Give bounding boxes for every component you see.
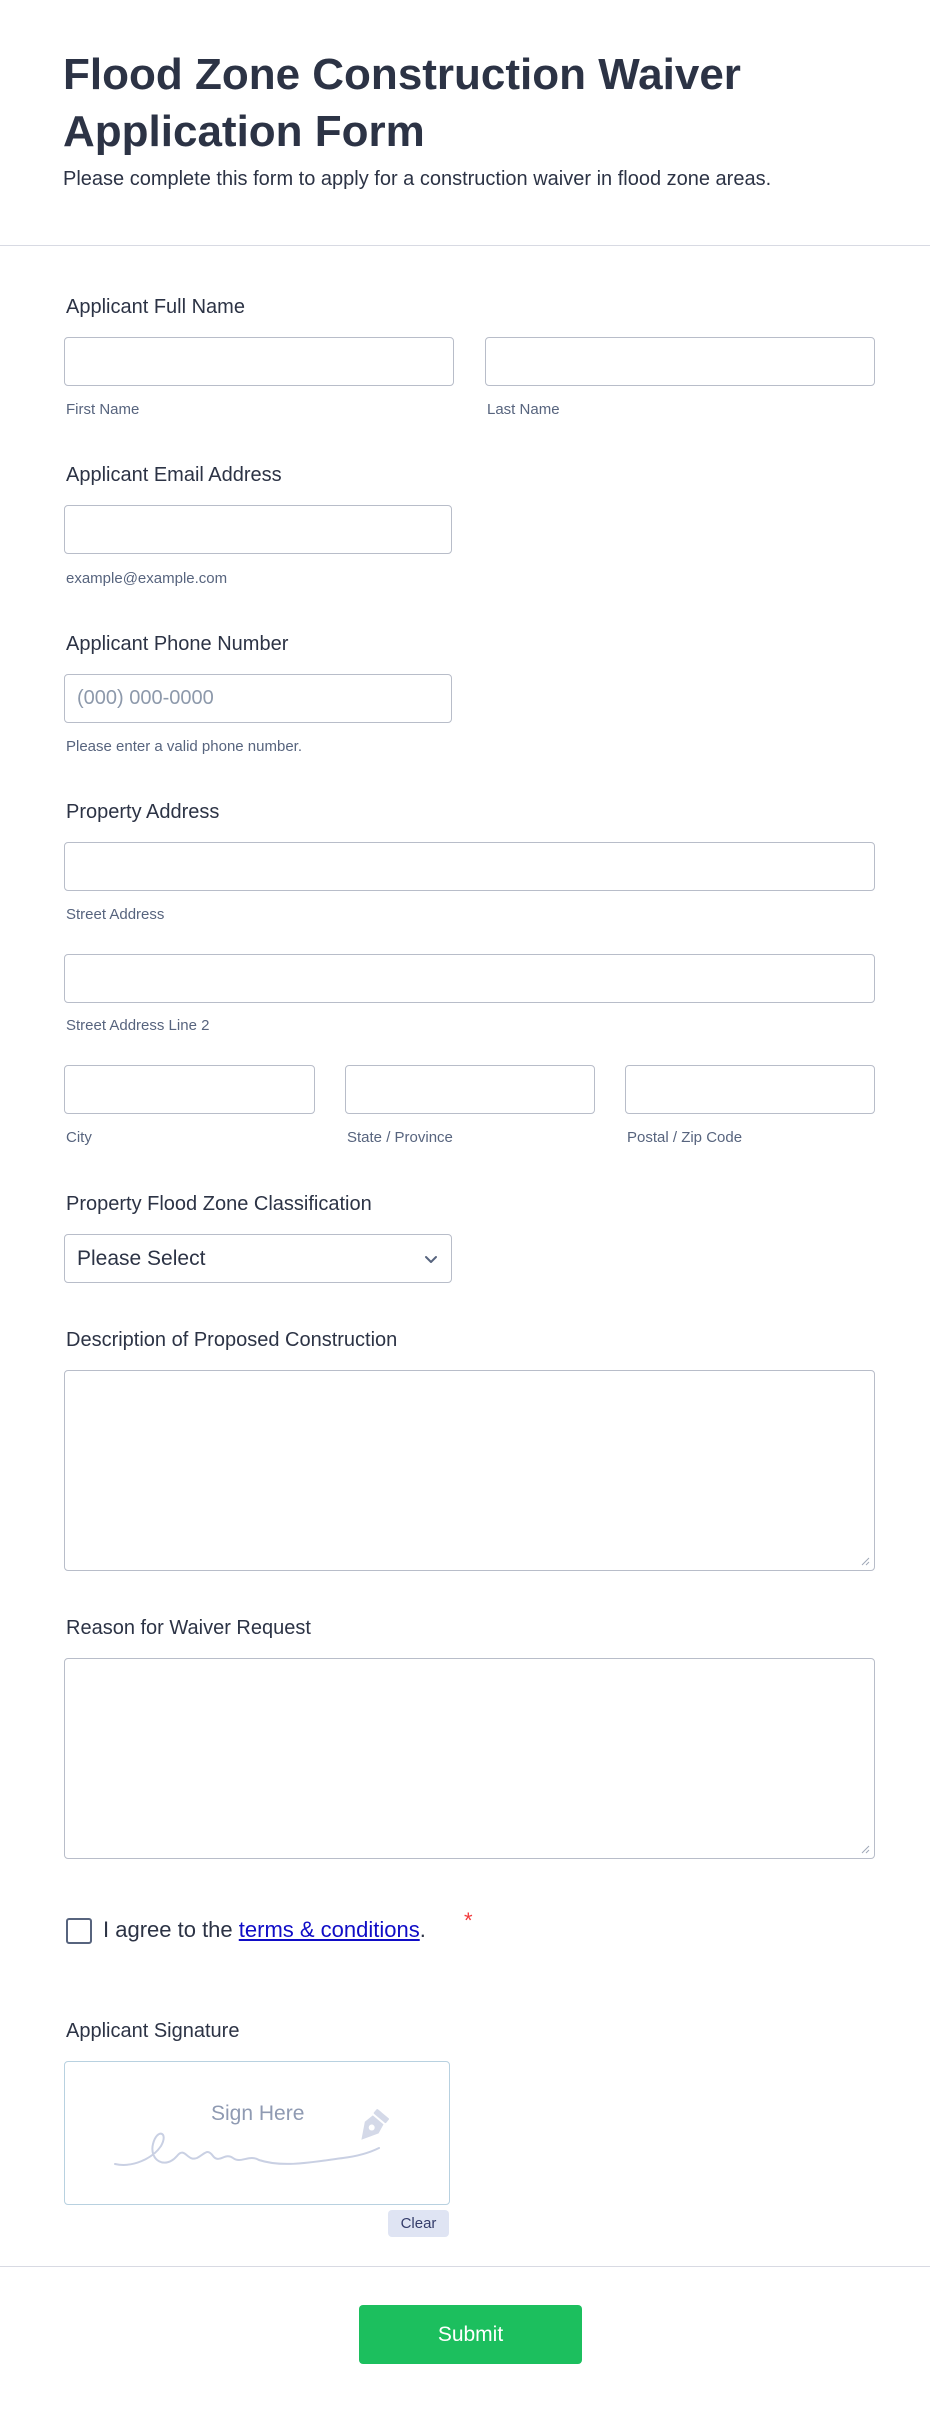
address-label: Property Address <box>66 801 220 823</box>
flood-zone-selected-value: Please Select <box>77 1246 206 1270</box>
zip-sublabel: Postal / Zip Code <box>627 1129 743 1146</box>
form-header <box>0 0 930 246</box>
form-subtitle: Please complete this form to apply for a construction waiver in flood zone areas. <box>63 168 772 190</box>
email-label: Applicant Email Address <box>66 464 282 486</box>
full-name-label: Applicant Full Name <box>66 296 245 318</box>
city-sublabel: City <box>66 1129 92 1146</box>
street-address-line2-sublabel: Street Address Line 2 <box>66 1017 210 1034</box>
reason-textarea[interactable] <box>64 1658 875 1859</box>
phone-label: Applicant Phone Number <box>66 633 289 655</box>
pen-nib-icon <box>351 2104 395 2148</box>
required-asterisk: * <box>464 1908 473 1933</box>
signature-label: Applicant Signature <box>66 2020 240 2042</box>
first-name-input[interactable] <box>64 337 454 386</box>
last-name-sublabel: Last Name <box>487 401 560 418</box>
form-title: Flood Zone Construction Waiver Application Form <box>63 50 741 156</box>
last-name-input[interactable] <box>485 337 875 386</box>
email-sublabel: example@example.com <box>66 570 228 587</box>
terms-prefix: I agree to the <box>103 1917 239 1942</box>
phone-sublabel: Please enter a valid phone number. <box>66 738 302 755</box>
reason-label: Reason for Waiver Request <box>66 1617 311 1639</box>
terms-text <box>103 1914 426 1946</box>
submit-button[interactable]: Submit <box>359 2305 582 2364</box>
footer-divider <box>0 2266 930 2267</box>
description-label: Description of Proposed Construction <box>66 1329 398 1351</box>
flood-zone-select[interactable] <box>64 1234 452 1283</box>
zip-input[interactable] <box>625 1065 875 1114</box>
flood-zone-label: Property Flood Zone Classification <box>66 1193 372 1215</box>
state-sublabel: State / Province <box>347 1129 453 1146</box>
terms-link[interactable]: terms & conditions <box>238 1917 420 1942</box>
city-input[interactable] <box>64 1065 315 1114</box>
clear-signature-button[interactable]: Clear <box>388 2210 449 2237</box>
phone-input[interactable] <box>64 674 452 723</box>
terms-suffix: . <box>419 1917 426 1942</box>
signature-placeholder: Sign Here <box>211 2102 305 2125</box>
resize-grip-icon[interactable] <box>860 1556 870 1566</box>
street-address-line2-input[interactable] <box>64 954 875 1003</box>
terms-checkbox[interactable] <box>66 1918 92 1944</box>
resize-grip-icon[interactable] <box>860 1844 870 1854</box>
description-textarea[interactable] <box>64 1370 875 1571</box>
street-address-input[interactable] <box>64 842 875 891</box>
chevron-down-icon <box>423 1251 439 1267</box>
email-input[interactable] <box>64 505 452 554</box>
signature-pad[interactable] <box>64 2061 450 2205</box>
first-name-sublabel: First Name <box>66 401 140 418</box>
street-address-sublabel: Street Address <box>66 906 165 923</box>
state-input[interactable] <box>345 1065 595 1114</box>
